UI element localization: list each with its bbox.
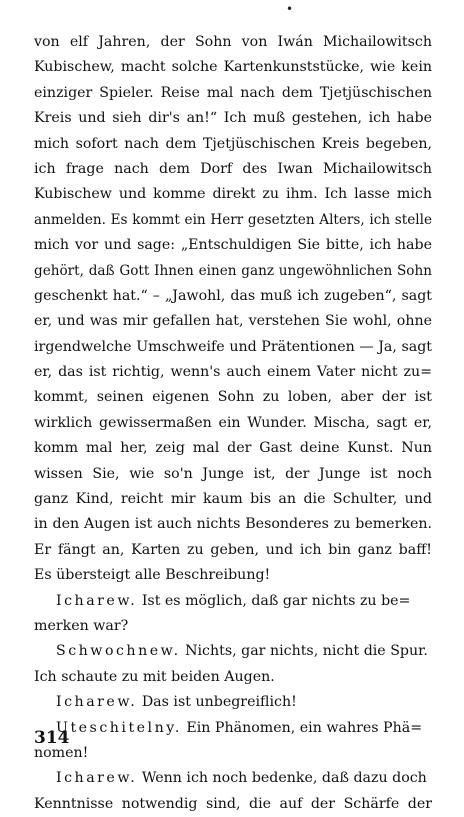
line-text: er, das ist richtig, wenn's auch einem Vater nicht zu= xyxy=(34,364,432,381)
text-line xyxy=(34,335,432,360)
speaker-name: Icharew. xyxy=(56,592,138,609)
line-text: Kenntnisse notwendig sind, die auf der Schärfe der xyxy=(34,795,432,812)
line-text: Es übersteigt alle Beschreibung! xyxy=(34,567,271,584)
line-text: Er fängt an, Karten zu geben, und ich bin ganz baff! xyxy=(34,541,432,558)
line-text: kommt, seinen eigenen Sohn zu loben, aber der ist xyxy=(34,389,432,406)
text-line xyxy=(34,132,432,157)
text-line xyxy=(34,563,432,588)
text-line xyxy=(34,436,432,461)
text-line xyxy=(34,81,432,106)
text-line xyxy=(34,157,432,182)
speaker-name: Icharew. xyxy=(56,770,138,787)
line-text: Wenn ich noch bedenke, daß dazu doch xyxy=(141,770,427,787)
line-text: einziger Spieler. Reise mal nach dem Tjetjüschischen xyxy=(34,84,432,101)
line-text: Kreis und sieh dir's an!“ Ich muß gestehen, ich habe xyxy=(34,110,432,127)
line-text: Ein Phänomen, ein wahres Phä= xyxy=(186,719,423,736)
line-text: merken war? xyxy=(34,617,129,634)
line-text: mich vor und sage: „Entschuldigen Sie bitte, ich habe xyxy=(34,237,432,254)
line-text: in den Augen ist auch nichts Besonderes zu bemerken. xyxy=(34,516,432,533)
text-line xyxy=(34,487,432,512)
text-line xyxy=(34,30,432,55)
line-text: wirklich gewissermaßen ein Wunder. Mischa, sagt er, xyxy=(34,414,432,431)
page-number: 314 xyxy=(34,728,70,748)
text-line xyxy=(34,614,432,639)
text-line xyxy=(34,233,432,258)
line-text: von elf Jahren, der Sohn von Iwán Michailowitsch xyxy=(34,34,432,50)
text-line xyxy=(34,716,432,741)
text-line xyxy=(34,385,432,410)
line-text: wissen Sie, wie so'n Junge ist, der Junge ist noch xyxy=(34,465,432,482)
text-line xyxy=(34,665,432,690)
text-line xyxy=(34,512,432,537)
text-line xyxy=(34,259,432,284)
speaker-name: Schwochnew. xyxy=(56,643,181,660)
line-text: Nichts, gar nichts, nicht die Spur. xyxy=(185,643,428,660)
text-line xyxy=(34,284,432,309)
text-line xyxy=(34,55,432,80)
text-line xyxy=(34,360,432,385)
line-text: nomen! xyxy=(34,744,89,761)
speaker-name: Uteschitelny. xyxy=(56,719,182,736)
line-text: Kubischew und komme direkt zu ihm. Ich lasse mich xyxy=(34,186,432,203)
text-line xyxy=(34,411,432,436)
text-line xyxy=(34,741,432,766)
line-text: gehört, daß Gott Ihnen einen ganz ungewöhnlichen Sohn xyxy=(34,262,432,279)
line-text: mich sofort nach dem Tjetjüschischen Kreis begeben, xyxy=(34,135,432,152)
text-line xyxy=(34,792,432,817)
line-text: komm mal her, zeig mal der Gast deine Kunst. Nun xyxy=(34,440,432,457)
text-line xyxy=(34,690,432,715)
text-block xyxy=(34,30,432,817)
text-line xyxy=(34,639,432,664)
line-text: Ist es möglich, daß gar nichts zu be= xyxy=(141,592,411,609)
line-text: geschenkt hat.“ – „Jawohl, das muß ich zugeben“, sagt xyxy=(34,287,432,304)
top-mark: • xyxy=(286,2,294,16)
line-text: Kubischew, macht solche Kartenkunststücke, wie kein xyxy=(34,59,432,76)
text-line xyxy=(34,462,432,487)
line-text: irgendwelche Umschweife und Prätentionen — Ja, sagt xyxy=(34,338,432,355)
line-text: anmelden. Es kommt ein Herr gesetzten Alters, ich stelle xyxy=(34,211,432,228)
line-text: Das ist unbegreiflich! xyxy=(141,694,297,711)
line-text: er, und was mir gefallen hat, verstehen Sie wohl, ohne xyxy=(34,313,432,330)
line-text: ich frage nach dem Dorf des Iwan Michailowitsch xyxy=(34,160,432,177)
text-line xyxy=(34,208,432,233)
line-text: Ich schaute zu mit beiden Augen. xyxy=(34,668,275,685)
line-text: ganz Kind, reicht mir kaum bis an die Schulter, und xyxy=(34,491,432,508)
text-line xyxy=(34,766,432,791)
text-line xyxy=(34,106,432,131)
text-line xyxy=(34,309,432,334)
text-line xyxy=(34,538,432,563)
text-line xyxy=(34,182,432,207)
text-line xyxy=(34,589,432,614)
speaker-name: Icharew. xyxy=(56,694,138,711)
